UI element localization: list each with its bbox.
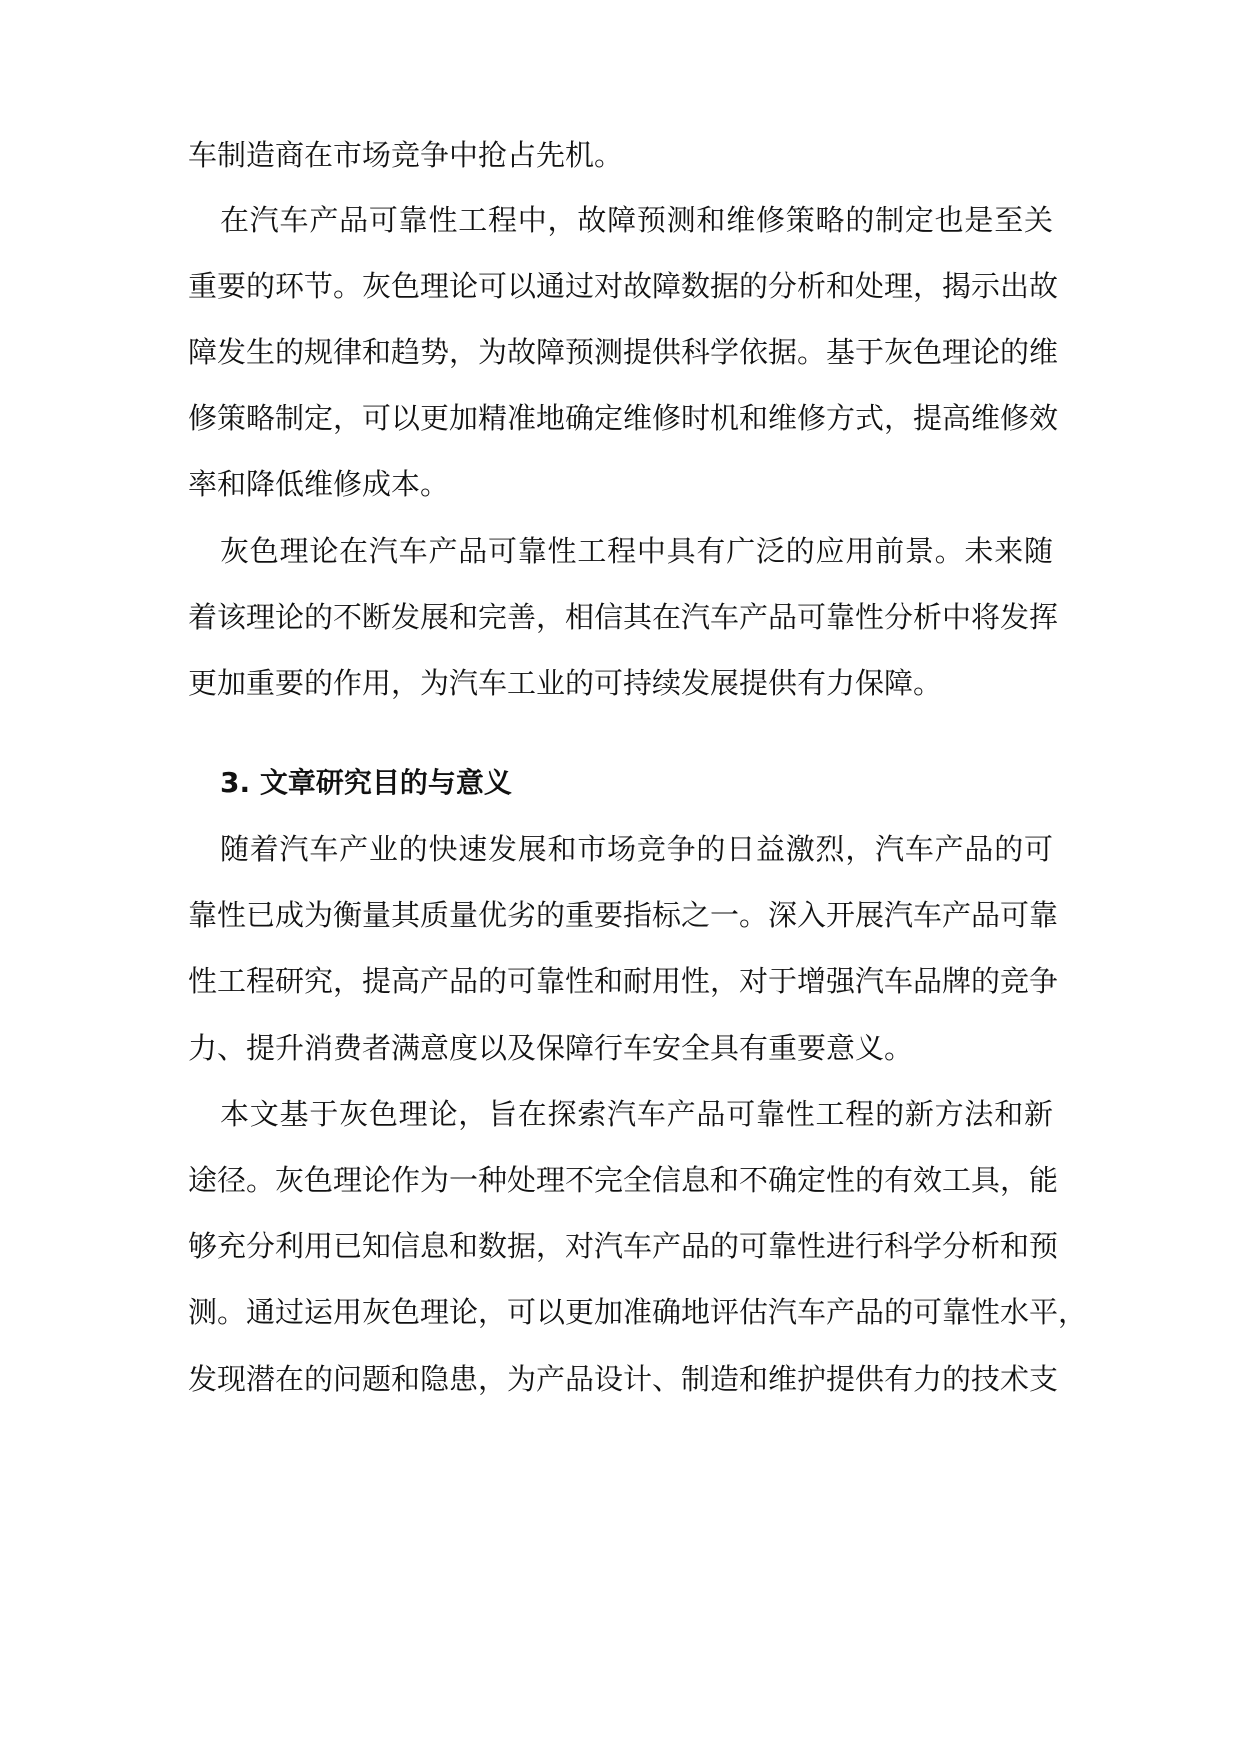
paragraph-1-line-1: 车制造商在市场竞争中抢占先机。 [188,138,624,172]
paragraph-5-line-2: 途径。灰色理论作为一种处理不完全信息和不确定性的有效工具，能 [188,1163,1059,1197]
paragraph-2-line-2: 重要的环节。灰色理论可以通过对故障数据的分析和处理，揭示出故 [188,269,1059,303]
paragraph-3-line-3: 更加重要的作用，为汽车工业的可持续发展提供有力保障。 [188,666,943,700]
paragraph-5-line-5: 发现潜在的问题和隐患，为产品设计、制造和维护提供有力的技术支 [188,1362,1059,1396]
paragraph-5-line-4: 测。通过运用灰色理论，可以更加准确地评估汽车产品的可靠性水平， [188,1295,1088,1329]
paragraph-4-line-3: 性工程研究，提高产品的可靠性和耐用性，对于增强汽车品牌的竞争 [188,964,1059,998]
paragraph-2-line-4: 修策略制定，可以更加精准地确定维修时机和维修方式，提高维修效 [188,401,1059,435]
paragraph-2-line-1: 在汽车产品可靠性工程中，故障预测和维修策略的制定也是至关 [220,203,1053,237]
paragraph-2-line-5: 率和降低维修成本。 [188,467,450,501]
paragraph-4-line-4: 力、提升消费者满意度以及保障行车安全具有重要意义。 [188,1031,914,1065]
paragraph-5-line-1: 本文基于灰色理论，旨在探索汽车产品可靠性工程的新方法和新 [220,1097,1053,1131]
paragraph-3-line-2: 着该理论的不断发展和完善，相信其在汽车产品可靠性分析中将发挥 [188,600,1059,634]
paragraph-2-line-3: 障发生的规律和趋势，为故障预测提供科学依据。基于灰色理论的维 [188,335,1059,369]
section-heading: 3. 文章研究目的与意义 [220,766,512,799]
paragraph-5-line-3: 够充分利用已知信息和数据，对汽车产品的可靠性进行科学分析和预 [188,1229,1059,1263]
paragraph-3-line-1: 灰色理论在汽车产品可靠性工程中具有广泛的应用前景。未来随 [220,534,1053,568]
paragraph-4-line-2: 靠性已成为衡量其质量优劣的重要指标之一。深入开展汽车产品可靠 [188,898,1059,932]
paragraph-4-line-1: 随着汽车产业的快速发展和市场竞争的日益激烈，汽车产品的可 [220,832,1053,866]
